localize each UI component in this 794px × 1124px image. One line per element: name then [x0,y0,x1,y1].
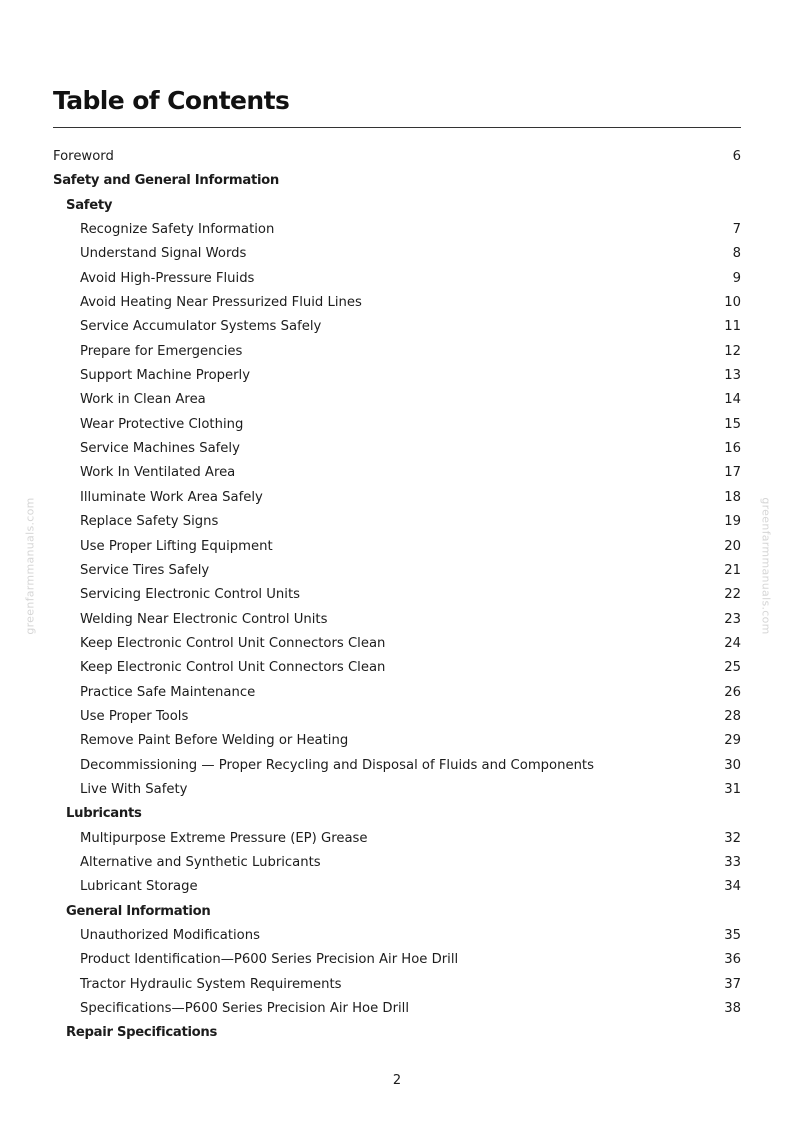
toc-entry[interactable] [53,973,741,997]
toc-entry-page-number: 16 [724,441,741,457]
toc-entry[interactable] [53,705,741,729]
toc-entry[interactable] [53,486,741,510]
toc-entry[interactable] [53,875,741,899]
toc-entry[interactable] [53,583,741,607]
toc-entry-label: Servicing Electronic Control Units [80,587,300,603]
toc-entry-page-number: 28 [724,708,741,724]
toc-entry[interactable] [53,681,741,705]
toc-entry-page-number: 37 [724,976,741,992]
toc-entry-label: Avoid High-Pressure Fluids [80,270,255,286]
toc-entry-page-number: 12 [724,343,741,359]
toc-entry-page-number: 38 [724,1001,741,1017]
toc-entry-page-number: 6 [732,149,741,164]
toc-entry-label: Foreword [53,149,114,164]
toc-entry-label: Unauthorized Modifications [80,928,260,943]
toc-entry[interactable] [53,315,741,339]
toc-section-heading [53,900,741,924]
toc-entry[interactable] [53,729,741,753]
page-title: Table of Contents [53,86,290,115]
toc-entry-label: Multipurpose Extreme Pressure (EP) Grease [80,830,368,846]
toc-entry-page-number: 24 [724,635,741,651]
toc-entry[interactable] [53,267,741,291]
toc-entry-page-number: 14 [724,392,741,408]
toc-entry-label: Product Identification—P600 Series Precision Air Hoe Drill [80,952,459,968]
toc-entry[interactable] [53,291,741,315]
toc-entry[interactable] [53,510,741,534]
toc-entry-page-number: 7 [732,222,741,238]
toc-entry-label: Avoid Heating Near Pressurized Fluid Lines [80,295,362,311]
toc-entry[interactable] [53,632,741,656]
toc-entry-page-number: 18 [724,489,741,505]
toc-entry-page-number: 19 [724,514,741,530]
toc-entry[interactable] [53,364,741,388]
toc-section-heading [53,1021,741,1045]
toc-entry-label: Lubricant Storage [80,879,198,895]
toc-entry[interactable] [53,413,741,437]
title-divider [53,127,741,128]
toc-entry-label: Prepare for Emergencies [80,343,243,359]
toc-entry[interactable] [53,778,741,802]
toc-entry[interactable] [53,754,741,778]
toc-entry-label: Live With Safety [80,781,188,797]
toc-section-heading [53,169,741,193]
toc-entry-label: Support Machine Properly [80,368,251,384]
toc-entry-page-number: 17 [724,465,741,481]
toc-entry-page-number: 36 [724,952,741,968]
toc-entry[interactable] [53,461,741,485]
toc-entry[interactable] [53,388,741,412]
toc-entry-page-number: 35 [724,928,741,943]
toc-entry-page-number: 11 [724,319,741,335]
toc-entry-page-number: 21 [724,562,741,578]
toc-section-heading [53,802,741,826]
toc-entry-label: Illuminate Work Area Safely [80,489,263,505]
toc-entry[interactable] [53,218,741,242]
toc-entry-label: Service Tires Safely [80,562,210,578]
toc-entry-label: Work in Clean Area [80,392,206,408]
toc-entry-label: Alternative and Synthetic Lubricants [80,854,321,870]
toc-entry-label: Use Proper Tools [80,708,189,724]
toc-entry-label: Use Proper Lifting Equipment [80,538,273,554]
toc-entry-label: Lubricants [66,806,142,822]
toc-entry-label: Practice Safe Maintenance [80,684,256,700]
toc-entry-label: Replace Safety Signs [80,514,219,530]
toc-entry-label: Keep Electronic Control Unit Connectors Clean [80,635,386,651]
toc-entry-label: Safety [66,197,113,213]
toc-entry[interactable] [53,924,741,948]
toc-entry-label: Service Accumulator Systems Safely [80,319,322,335]
toc-entry-label: Specifications—P600 Series Precision Air Hoe Drill [80,1001,409,1017]
toc-entry-page-number: 26 [724,684,741,700]
toc-entry-label: Decommissioning — Proper Recycling and Disposal of Fluids and Components [80,757,594,773]
toc-entry-label: Welding Near Electronic Control Units [80,611,328,627]
toc-entry-page-number: 22 [724,587,741,603]
toc-entry-label: Recognize Safety Information [80,222,275,238]
table-of-contents [53,145,741,1046]
watermark-left: greenfarmmanuals.com [23,497,37,635]
toc-entry-page-number: 32 [724,830,741,846]
toc-entry-page-number: 23 [724,611,741,627]
toc-entry-page-number: 34 [724,879,741,895]
toc-entry-label: General Information [66,903,211,919]
toc-entry-label: Remove Paint Before Welding or Heating [80,733,349,749]
toc-entry[interactable] [53,145,741,169]
toc-entry[interactable] [53,656,741,680]
toc-entry-page-number: 15 [724,416,741,432]
toc-entry[interactable] [53,340,741,364]
toc-entry-page-number: 20 [724,538,741,554]
page-number: 2 [392,1073,402,1088]
toc-entry-label: Service Machines Safely [80,441,240,457]
toc-entry[interactable] [53,608,741,632]
toc-entry-label: Repair Specifications [66,1025,218,1041]
toc-entry[interactable] [53,559,741,583]
toc-entry[interactable] [53,535,741,559]
toc-entry-label: Keep Electronic Control Unit Connectors Clean [80,660,386,676]
toc-entry-label: Safety and General Information [53,173,280,189]
toc-entry-label: Tractor Hydraulic System Requirements [80,976,342,992]
toc-entry-label: Understand Signal Words [80,246,247,262]
toc-entry[interactable] [53,997,741,1021]
toc-entry-page-number: 30 [724,757,741,773]
toc-entry-page-number: 33 [724,854,741,870]
toc-entry-page-number: 31 [724,781,741,797]
toc-entry-label: Wear Protective Clothing [80,416,244,432]
watermark-right: greenfarmmanuals.com [759,497,773,635]
toc-entry-label: Work In Ventilated Area [80,465,236,481]
toc-entry-page-number: 9 [732,270,741,286]
toc-section-heading [53,194,741,218]
toc-entry[interactable] [53,437,741,461]
toc-entry[interactable] [53,851,741,875]
toc-entry-page-number: 8 [732,246,741,262]
toc-entry-page-number: 29 [724,733,741,749]
toc-entry[interactable] [53,242,741,266]
toc-entry-page-number: 10 [724,295,741,311]
toc-entry[interactable] [53,948,741,972]
toc-entry-page-number: 13 [724,368,741,384]
toc-entry-page-number: 25 [724,660,741,676]
toc-entry[interactable] [53,827,741,851]
